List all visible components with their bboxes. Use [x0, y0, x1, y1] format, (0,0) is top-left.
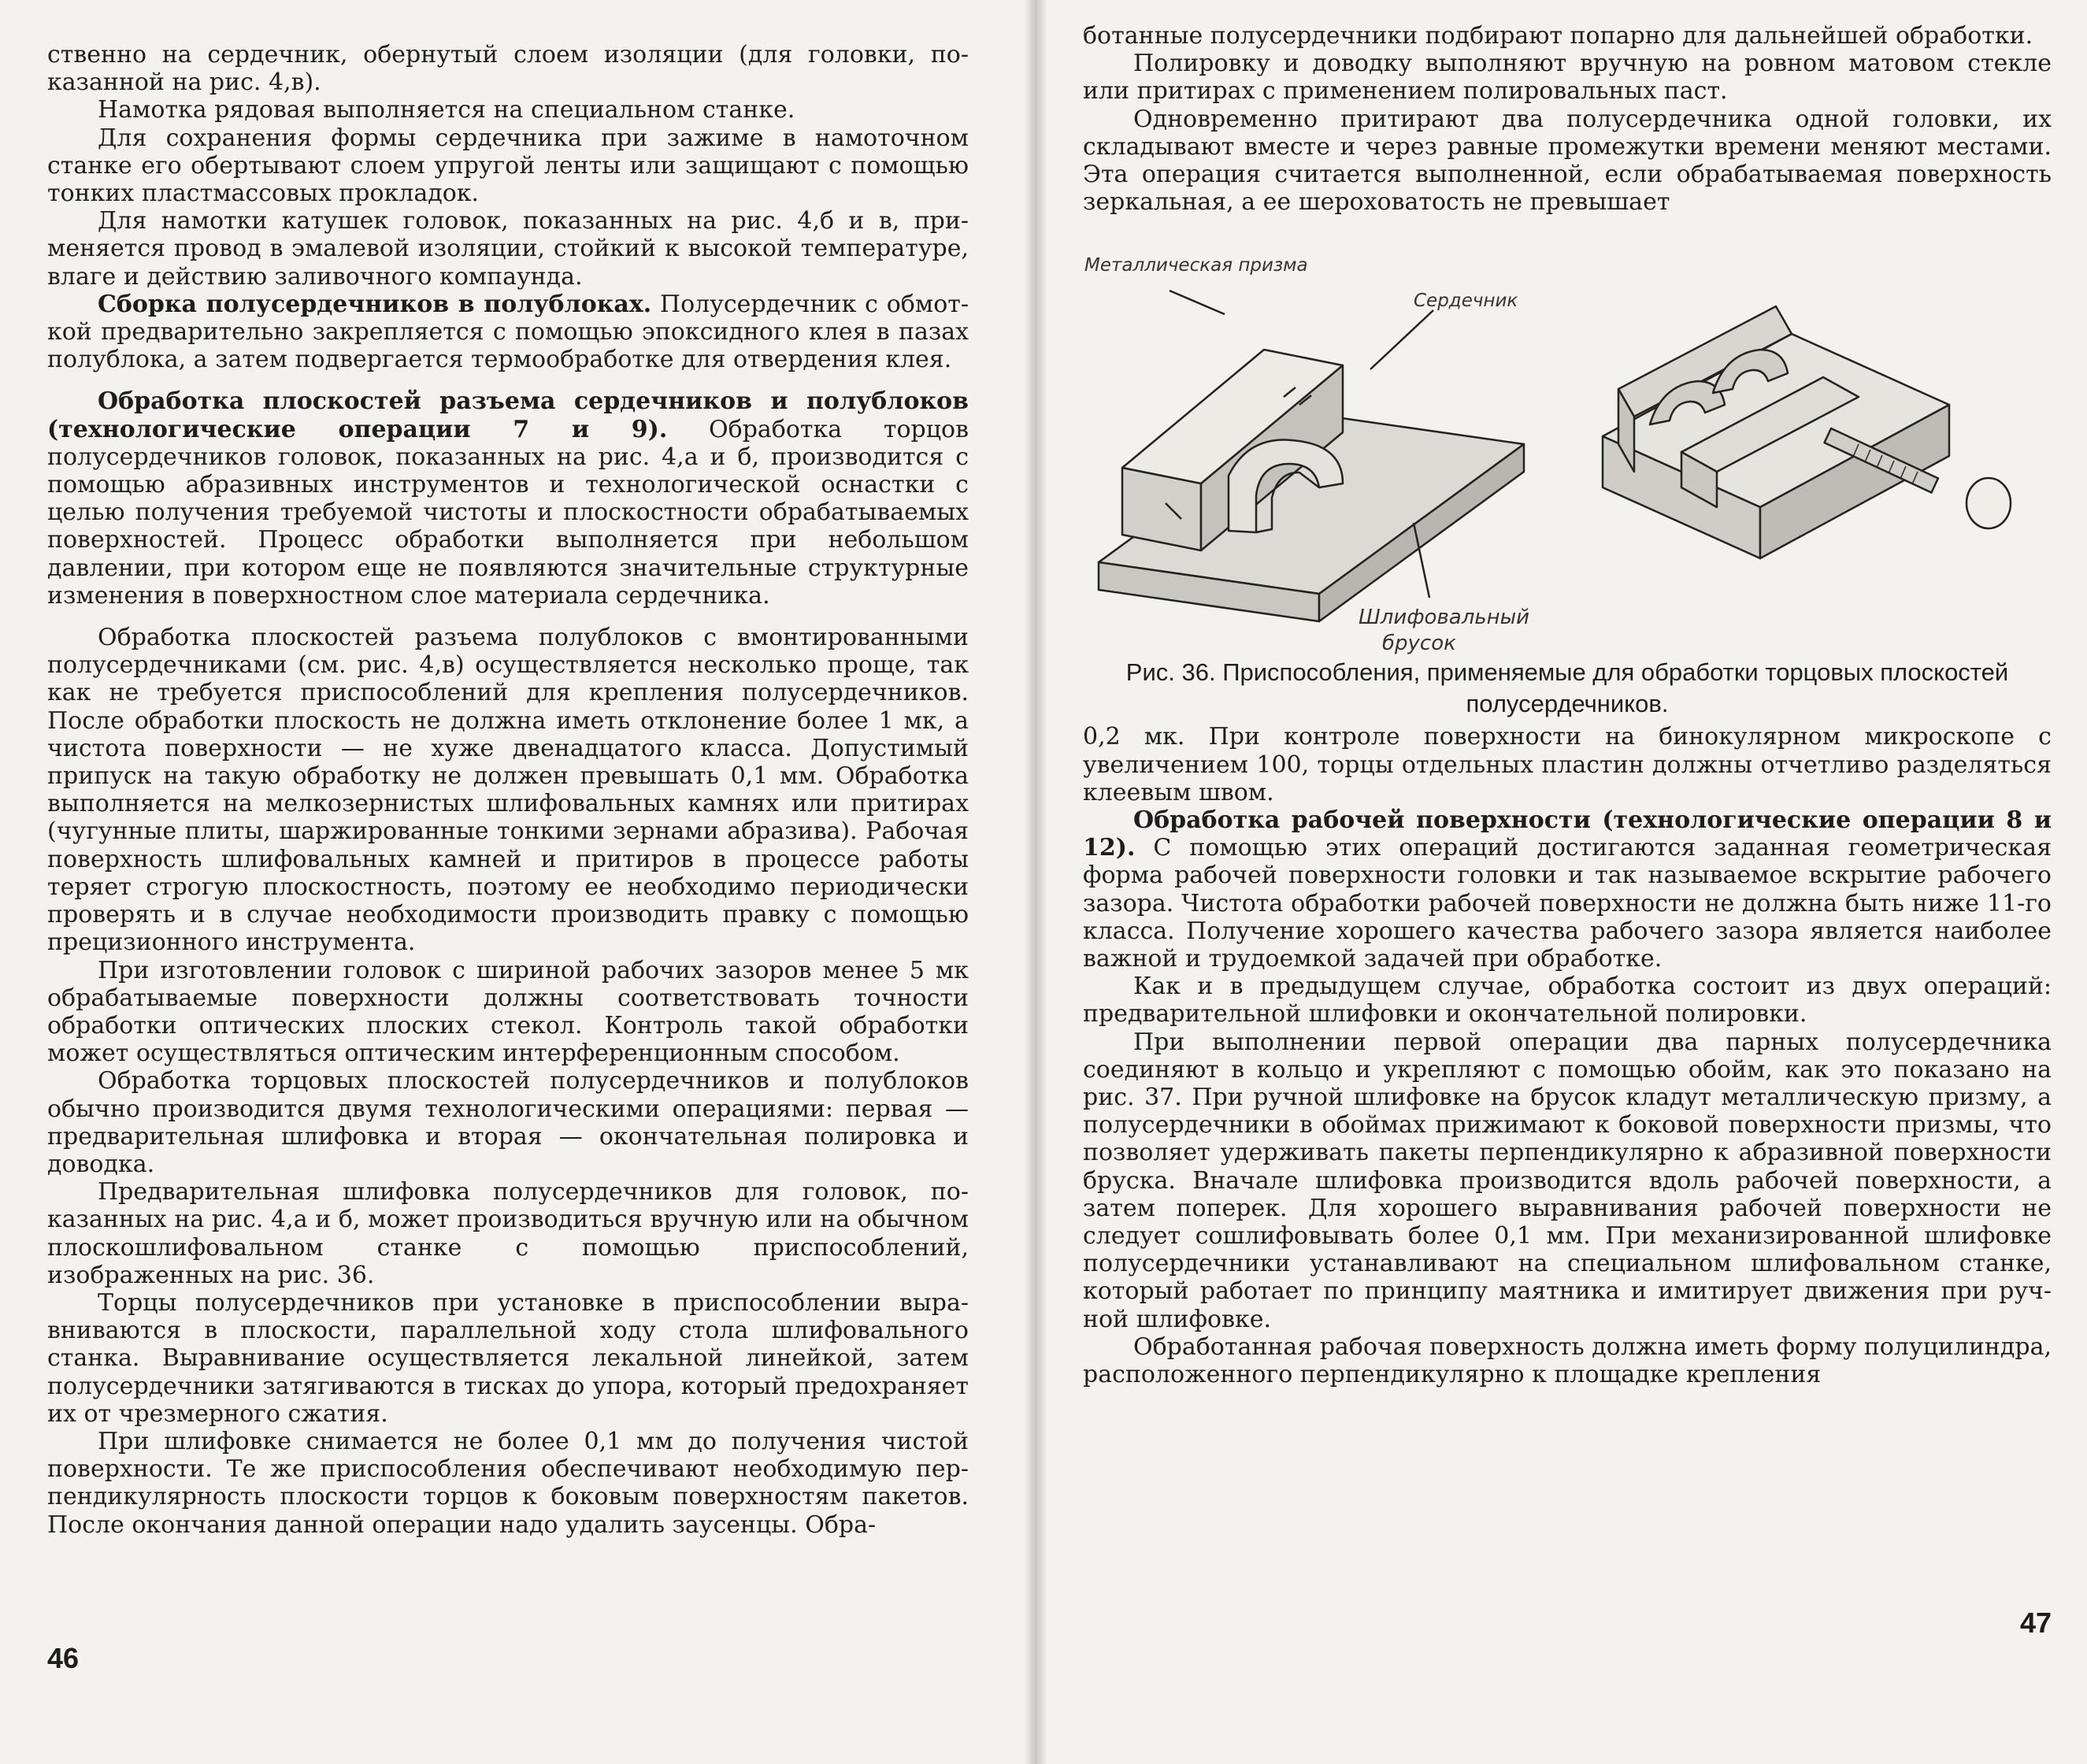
paragraph-text: ственно на сердечник, обернутый слоем изоляции (для головки, показанной на рис. 4,в). — [47, 41, 969, 97]
paragraph — [1083, 723, 2052, 806]
label-grinding-bar-2: брусок — [1382, 632, 1456, 656]
paragraph — [1083, 22, 2052, 50]
right-page — [1036, 0, 2087, 1764]
paragraph-heading: Обработка плоскостей разъема сердечников и полублоков (технологические операции 7 и 9). — [47, 387, 969, 443]
paragraph — [1083, 1028, 2052, 1333]
paragraph-text: Торцы полусердечников при установке в приспособлении выравниваются в плоскости, параллельной ходу стола шлифовального станка. Выравнивание осуществляется лекальной линейкой, затем полусердечники затягиваются в тисках до упора, который предохраняет их от чрезмерного сжатия. — [47, 1288, 969, 1428]
vise-handle — [1967, 478, 2011, 528]
paragraph — [47, 1178, 969, 1289]
page-number-left: 46 — [47, 1642, 80, 1674]
paragraph — [1083, 106, 2052, 217]
paragraph — [47, 291, 969, 374]
paragraph-heading: Сборка полусердечников в полублоках. — [98, 290, 652, 318]
paragraph — [1083, 1333, 2052, 1388]
paragraph-heading: Обработка рабочей поверхности (технологические операции 8 и 12). — [1083, 806, 2052, 862]
paragraph-text: Обработка торцовых плоскостей полусердечников и полублоков обычно производится двумя технологическими операциями: первая — предварительная шлифовка и вторая — окончательная полировка и доводка. — [47, 1067, 969, 1178]
paragraph-text: Намотка рядовая выполняется на специальном станке. — [98, 96, 795, 124]
paragraph-text: Как и в предыдущем случае, обработка состоит из двух операций: предварительной шлифовки и окончательной полировки. — [1083, 973, 2052, 1028]
figure-caption: Рис. 36. Приспособления, применяемые для обработки торцовых плоскостей полусердечников. — [1125, 658, 2009, 718]
paragraph-text: Обработка торцов полусердечников головок, показанных на рис. 4,а и б, производится с помощью абразивных инструментов и технологической оснастки с целью получения требуемой чистоты и плоскостности обрабатываемых поверхностей. Процесс обработки выполняется при небольшом давлении, при котором еще не появляются значительные структурные изменения в поверхностном слое материала сердечника. — [47, 415, 969, 610]
paragraph — [47, 1289, 969, 1428]
paragraph — [47, 124, 969, 208]
paragraph-text: Полусердечник с обмоткой предварительно закрепляется с помощью эпоксидного клея в пазах полублока, а затем подвергается термообработке для отвердения клея. — [47, 290, 969, 374]
paragraph-text: Обработанная рабочая поверхность должна иметь форму полуцилиндра, расположенного перпендикулярно к площадке крепления — [1083, 1332, 2052, 1389]
paragraph — [1083, 973, 2052, 1028]
figure-36 — [1083, 247, 2052, 720]
prism-front — [1122, 468, 1201, 550]
paragraph — [47, 41, 969, 96]
paragraph-text: При изготовлении головок с шириной рабочих зазоров менее 5 мк обрабатываемые поверхности должны соответствовать точности обработки оптических плоских стекол. Контроль такой обработки может осуществляться оптическим интерференционным способом. — [47, 956, 969, 1068]
paragraph — [47, 957, 969, 1068]
paragraph-text: Для сохранения формы сердечника при зажиме в намоточном станке его обертывают слоем упругой ленты или защищают с помощью тонких пластмассовых прокладок. — [47, 124, 969, 208]
right-page-text-top — [1083, 22, 2052, 216]
label-metal-prism: Металлическая призма — [1084, 255, 1308, 276]
left-page-text — [47, 41, 969, 1539]
paragraph-text: Одновременно притирают два полусердечника одной головки, их складывают вместе и через равные промежутки времени меняют местами. Эта операция считается выполненной, если обрабатываемая поверхность зеркальная, а ее шероховатость не превышает — [1083, 105, 2052, 217]
paragraph-text: 0,2 мк. При контроле поверхности на бинокулярном микроскопе с увеличением 100, торцы отдельных пластин должны отчетливо разделяться клеевым швом. — [1083, 723, 2052, 806]
paragraph — [1083, 806, 2052, 973]
paragraph — [47, 387, 969, 610]
paragraph-text: При шлифовке снимается не более 0,1 мм до получения чистой поверхности. Те же приспособления обеспечивают необходимую перпендикулярность плоскости торцов к боковым поверхностям пакетов. После окончания данной операции надо удалить заусенцы. Обра- — [47, 1427, 969, 1539]
paragraph — [47, 96, 969, 124]
paragraph — [47, 1428, 969, 1539]
paragraph-text: Предварительная шлифовка полусердечников для головок, показанных на рис. 4,а и б, может производиться вручную или на обычном плоскошлифовальном станке с помощью приспособлений, изображенных на рис. 36. — [47, 1178, 969, 1289]
label-grinding-bar-1: Шлифовальный — [1359, 606, 1530, 630]
page-number-right: 47 — [2019, 1606, 2052, 1639]
paragraph-text: Для намотки катушек головок, показанных на рис. 4,б и в, применяется провод в эмалевой изоляции, стойкий к высокой температуре, влаге и действию заливочного компаунда. — [47, 207, 969, 291]
paragraph-text: С помощью этих операций достигаются заданная геометрическая форма рабочей поверхности головки и так называемое вскрытие рабочего зазора. Чистота обработки рабочей поверхности не должна быть ниже 11-го класса. Получение хорошего качества рабочего зазора является наиболее важной и трудоемкой задачей при обработке. — [1083, 834, 2052, 973]
right-page-text-bottom — [1083, 723, 2052, 1388]
paragraph — [47, 624, 969, 956]
figure-36-drawing — [1083, 247, 2052, 720]
paragraph-text: Полировку и доводку выполняют вручную на ровном матовом стекле или притирах с применением полировальных паст. — [1083, 50, 2052, 106]
paragraph-text: ботанные полусердечники подбирают попарно для дальнейшей обработки. — [1083, 22, 2033, 50]
book-gutter — [1024, 0, 1047, 1764]
paragraph-text: Обработка плоскостей разъема полублоков с вмонтированными полусердечниками (см. рис. 4,в) осуществляется несколько проще, так как не требуется приспособлений для крепления полусердечников. После обработки плоскость не должна иметь отклонение более 1 мк, а чистота поверхности — не хуже двенадцатого класса. Допустимый припуск на такую обработку не должен превышать 0,1 мм. Обработка выполняется на мелкозернистых шлифовальных камнях или притирах (чугунные плиты, шаржированные тонкими зернами абразива). Рабочая поверхность шлифовальных камней и притиров в процессе работы теряет строгую плоскостность, поэтому ее необходимо периодически проверять и в случае необходимости производить правку с помощью прецизионного инструмента. — [47, 624, 969, 957]
paragraph-text: При выполнении первой операции два парных полусердечника соединяют в кольцо и укрепляют с помощью обойм, как это показано на рис. 37. При ручной шлифовке на брусок кладут металлическую призму, а полусердечники в обоймах прижимают к боковой поверхности призмы, что позволяет удерживать пакеты перпендикулярно к абразивной поверхности бруска. Вначале шлифовка производится вдоль рабочей поверхности, а затем поперек. Для хорошего выравнивания рабочей поверхности не следует сошлифовывать более 0,1 мм. При механизированной шлифовке полусердечники устанавливают на специальном шлифовальном станке, который работает по принципу маятника и имитирует движения при ручной шлифовке. — [1083, 1028, 2052, 1333]
paragraph — [47, 207, 969, 291]
label-cores: Сердечник — [1414, 291, 1518, 312]
left-page — [0, 0, 1036, 1764]
paragraph — [47, 1067, 969, 1178]
paragraph — [1083, 50, 2052, 105]
